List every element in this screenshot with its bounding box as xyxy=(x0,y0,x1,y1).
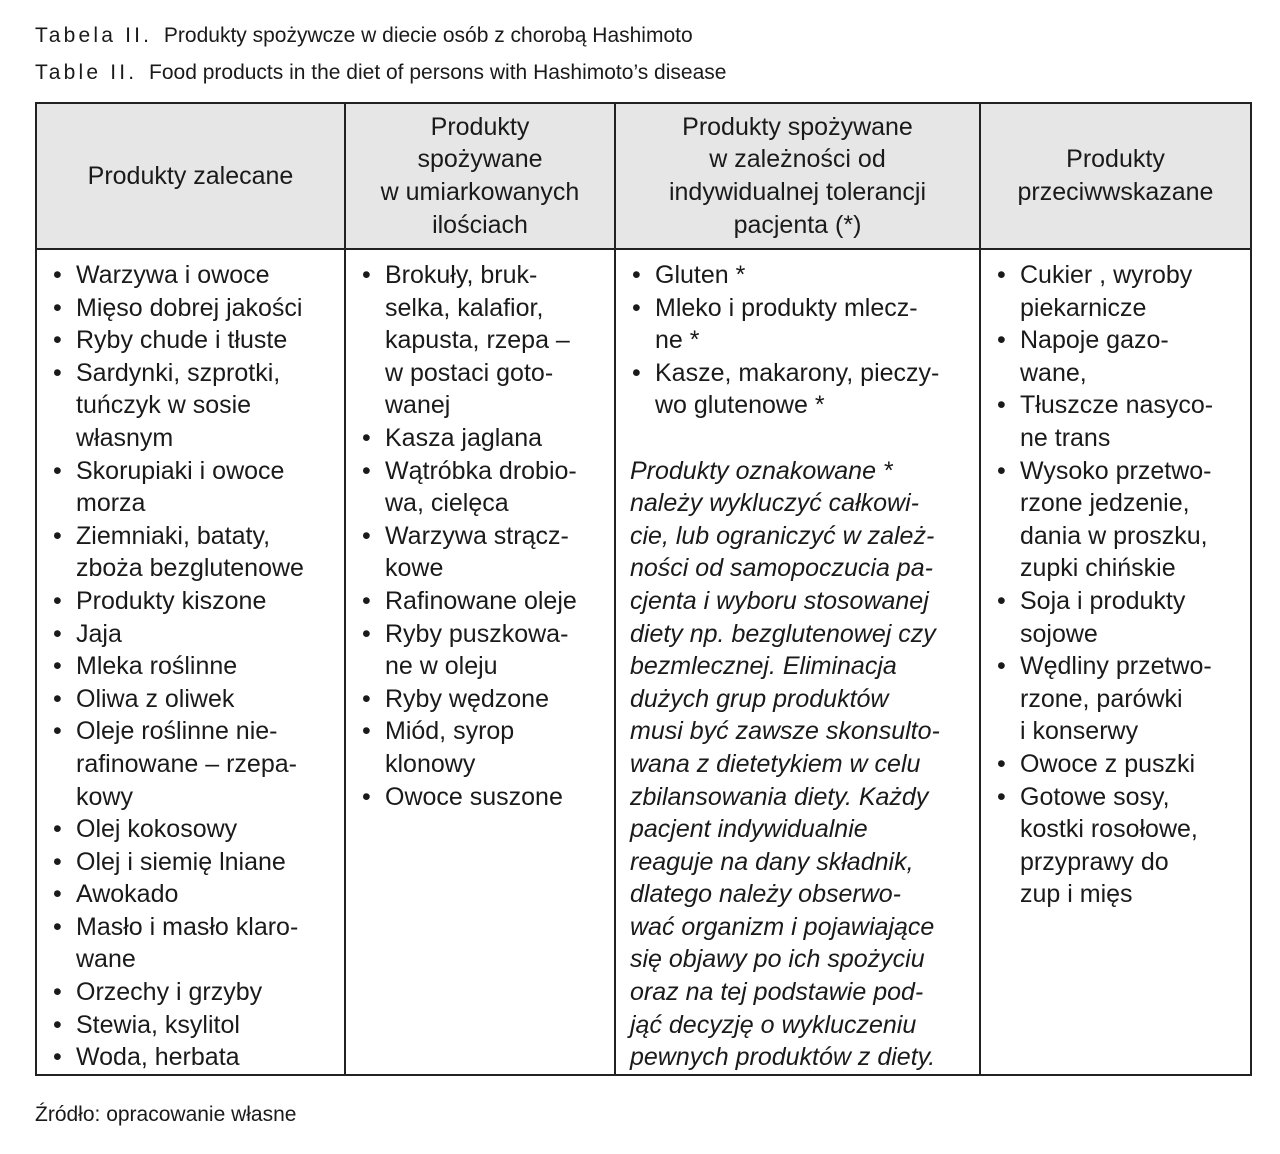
text-line: • Ryby chude i tłuste xyxy=(76,326,288,355)
text-line: wane xyxy=(76,945,136,974)
list-item xyxy=(51,683,338,716)
cell-contraindicated xyxy=(980,249,1251,1075)
header-recommended xyxy=(36,103,345,249)
list-moderate xyxy=(360,259,608,813)
text-line: pacjent indywidualnie xyxy=(630,815,868,844)
text-line: tuńczyk w sosie xyxy=(76,391,252,420)
list-item xyxy=(360,455,608,520)
list-item xyxy=(360,422,608,455)
text-line: musi być zawsze skonsulto- xyxy=(630,717,940,746)
text-line: kowy xyxy=(76,782,133,811)
text-line: zboża bezglutenowe xyxy=(76,554,304,583)
text-line: przeciwwskazane xyxy=(1017,178,1214,206)
text-line: wana z dietetykiem w celu xyxy=(630,749,921,778)
text-line: • Warzywa strącz- xyxy=(385,521,569,550)
text-line: jąć decyzję o wykluczeniu xyxy=(630,1010,917,1039)
text-line: • Brokuły, bruk- xyxy=(385,261,538,289)
list-item xyxy=(51,911,338,976)
text-line: klonowy xyxy=(385,749,476,778)
header-tolerance xyxy=(615,103,980,249)
table-title-english: Food products in the diet of persons with Hashimoto’s disease xyxy=(149,61,727,84)
text-line: kapusta, rzepa – xyxy=(385,326,570,355)
text-line: własnym xyxy=(76,423,174,452)
list-item xyxy=(995,781,1244,911)
list-item xyxy=(51,813,338,846)
text-line: piekarnicze xyxy=(1020,293,1147,322)
list-item xyxy=(51,324,338,357)
table-caption-polish xyxy=(35,23,693,49)
text-line: pacjenta (*) xyxy=(733,210,862,239)
text-line: dlatego należy obserwo- xyxy=(630,880,901,909)
list-item xyxy=(51,292,338,325)
text-line: • Soja i produkty xyxy=(1020,586,1186,615)
text-line: • Produkty kiszone xyxy=(76,586,267,615)
list-item xyxy=(995,324,1244,389)
content-row xyxy=(36,249,1251,1075)
text-line: dużych grup produktów xyxy=(630,684,889,713)
text-line: • Owoce suszone xyxy=(385,782,563,811)
list-item xyxy=(630,259,973,292)
text-line: indywidualnej tolerancji xyxy=(668,178,927,206)
list-item xyxy=(51,259,338,292)
text-line: • Mięso dobrej jakości xyxy=(76,293,303,322)
list-item xyxy=(995,455,1244,585)
text-line: • Jaja xyxy=(76,619,122,648)
text-line: wo glutenowe * xyxy=(655,391,825,420)
text-line: • Olej kokosowy xyxy=(76,815,238,844)
text-line: rzone jedzenie, xyxy=(1020,489,1190,518)
text-line: • Olej i siemię lniane xyxy=(76,847,286,876)
text-line: w postaci goto- xyxy=(385,358,554,387)
text-line: • Gluten * xyxy=(655,261,746,289)
text-line: wa, cielęca xyxy=(385,489,509,518)
text-line: • Stewia, ksylitol xyxy=(76,1010,240,1039)
text-line: • Miód, syrop xyxy=(385,717,515,746)
text-line: reaguje na dany składnik, xyxy=(630,847,914,876)
header-moderate xyxy=(345,103,615,249)
text-line: zupki chińskie xyxy=(1020,554,1176,583)
text-line: ności od samopoczucia pa- xyxy=(630,554,933,583)
cell-tolerance xyxy=(615,249,980,1075)
source-note: Źródło: opracowanie własne xyxy=(35,1103,297,1126)
text-line: cie, lub ograniczyć w zależ- xyxy=(630,521,935,550)
text-line: morza xyxy=(76,489,146,518)
list-item xyxy=(360,618,608,683)
cell-recommended xyxy=(36,249,345,1075)
text-line: Produkty zalecane xyxy=(87,161,294,190)
text-line: • Oleje roślinne nie- xyxy=(76,717,278,746)
text-line: bezmlecznej. Eliminacja xyxy=(630,652,897,681)
cell-moderate xyxy=(345,249,615,1075)
text-line: • Gotowe sosy, xyxy=(1020,782,1170,811)
text-line: kostki rosołowe, xyxy=(1020,815,1198,844)
text-line: cjenta i wyboru stosowanej xyxy=(630,586,929,615)
list-item xyxy=(995,389,1244,454)
text-line: oraz na tej podstawie pod- xyxy=(630,978,924,1007)
text-line: • Mleka roślinne xyxy=(76,652,238,681)
table-caption-english xyxy=(35,60,726,86)
list-item xyxy=(995,748,1244,781)
text-line: • Ryby wędzone xyxy=(385,684,549,713)
list-item xyxy=(995,650,1244,748)
list-item xyxy=(360,585,608,618)
text-line: • Mleko i produkty mlecz- xyxy=(655,293,918,322)
text-line: • Kasze, makarony, pieczy- xyxy=(655,358,940,387)
text-line: i konserwy xyxy=(1020,717,1139,746)
text-line: • Wątróbka drobio- xyxy=(385,456,577,485)
text-line: • Woda, herbata xyxy=(76,1043,240,1072)
text-line: selka, kalafior, xyxy=(385,293,544,322)
header-row xyxy=(36,103,1251,249)
list-item xyxy=(51,878,338,911)
list-item xyxy=(360,520,608,585)
food-products-table xyxy=(35,102,1252,1076)
text-line: wanej xyxy=(385,391,451,420)
text-line: się objawy po ich spożyciu xyxy=(630,945,925,974)
text-line: • Wysoko przetwo- xyxy=(1020,456,1212,485)
text-line: Produkty spożywane xyxy=(682,112,913,141)
text-line: rafinowane – rzepa- xyxy=(76,749,297,778)
text-line: • Napoje gazo- xyxy=(1020,326,1169,355)
list-item xyxy=(51,618,338,651)
text-line: • Orzechy i grzyby xyxy=(76,978,263,1007)
list-item xyxy=(51,1041,338,1074)
text-line: przyprawy do xyxy=(1020,847,1169,876)
text-line: Produkty xyxy=(430,112,530,141)
text-line: • Sardynki, szprotki, xyxy=(76,358,281,387)
list-item xyxy=(360,781,608,814)
list-item xyxy=(360,683,608,716)
list-item xyxy=(51,650,338,683)
text-line: • Oliwa z oliwek xyxy=(76,684,235,713)
text-line: Produkty oznakowane * xyxy=(630,456,893,485)
text-line: w umiarkowanych xyxy=(380,178,580,206)
list-item xyxy=(360,715,608,780)
list-item xyxy=(630,357,973,422)
list-item xyxy=(630,292,973,357)
list-item xyxy=(51,1009,338,1042)
text-line: Produkty xyxy=(1066,145,1165,174)
text-line: pewnych produktów z diety. xyxy=(630,1043,936,1072)
list-item xyxy=(51,357,338,455)
tolerance-note xyxy=(630,455,973,1074)
text-line: • Masło i masło klaro- xyxy=(76,912,299,941)
list-item xyxy=(51,520,338,585)
text-line: • Ryby puszkowa- xyxy=(385,619,569,648)
text-line: kowe xyxy=(385,554,444,583)
text-line: wane, xyxy=(1020,358,1087,387)
list-item xyxy=(51,715,338,813)
list-item xyxy=(51,976,338,1009)
table-title-polish: Produkty spożywcze w diecie osób z chorobą Hashimoto xyxy=(163,24,693,47)
text-line: • Awokado xyxy=(76,880,179,909)
table-label-polish: Tabela II. xyxy=(35,24,153,47)
text-line: wać organizm i pojawiające xyxy=(630,912,935,941)
text-line: w zależności od xyxy=(709,145,886,174)
list-item xyxy=(995,585,1244,650)
text-line: • Tłuszcze nasyco- xyxy=(1020,391,1214,420)
text-line: należy wykluczyć całkowi- xyxy=(630,489,919,518)
text-line: • Skorupiaki i owoce xyxy=(76,456,285,485)
text-line: • Cukier , wyroby xyxy=(1020,261,1193,289)
header-contraindicated xyxy=(980,103,1251,249)
text-line: zbilansowania diety. Każdy xyxy=(630,782,929,811)
text-line: ilościach xyxy=(432,210,528,239)
text-line: diety np. bezglutenowej czy xyxy=(630,619,936,648)
text-line: • Rafinowane oleje xyxy=(385,586,577,615)
list-item xyxy=(360,259,608,422)
list-item xyxy=(51,585,338,618)
text-line: • Ziemniaki, bataty, xyxy=(76,521,271,550)
text-line: • Kasza jaglana xyxy=(385,423,543,452)
text-line: ne * xyxy=(655,326,700,355)
text-line: zup i mięs xyxy=(1020,880,1133,909)
list-item xyxy=(995,259,1244,324)
list-contraindicated xyxy=(995,259,1244,911)
text-line: sojowe xyxy=(1020,619,1098,648)
table-label-english: Table II. xyxy=(35,61,138,84)
text-line: dania w proszku, xyxy=(1020,521,1208,550)
text-line: • Owoce z puszki xyxy=(1020,749,1196,778)
text-line: • Wędliny przetwo- xyxy=(1020,652,1212,681)
list-recommended xyxy=(51,259,338,1074)
text-line: ne w oleju xyxy=(385,652,498,681)
text-line: rzone, parówki xyxy=(1020,684,1183,713)
list-item xyxy=(51,846,338,879)
list-tolerance xyxy=(630,259,973,422)
text-line: ne trans xyxy=(1020,423,1111,452)
text-line: spożywane xyxy=(417,145,543,174)
text-line: • Warzywa i owoce xyxy=(76,261,270,289)
list-item xyxy=(51,455,338,520)
